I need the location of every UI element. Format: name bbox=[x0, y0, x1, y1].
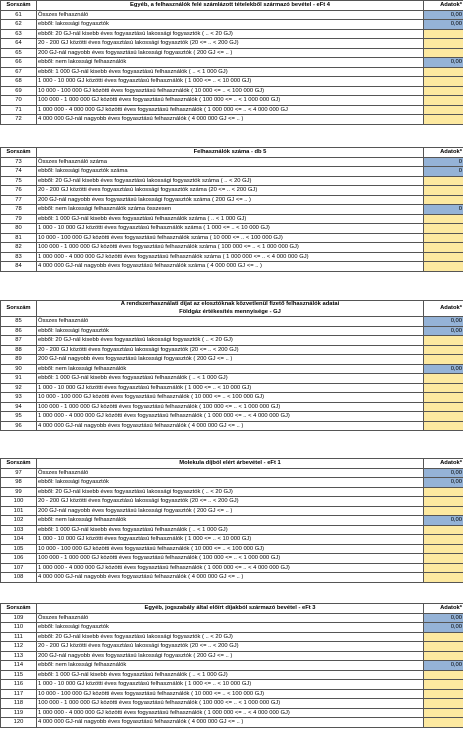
row-number: 105 bbox=[1, 544, 37, 554]
row-number: 110 bbox=[1, 623, 37, 633]
data-input-cell[interactable] bbox=[424, 243, 463, 253]
data-input-cell[interactable] bbox=[424, 393, 463, 403]
table-row bbox=[1, 205, 463, 215]
row-number: 100 bbox=[1, 497, 37, 507]
row-description: 200 GJ-nál nagyobb éves fogyasztású lakossági fogyasztók ( 200 GJ <= .. ) bbox=[37, 506, 424, 516]
data-value-cell: 0 bbox=[424, 157, 463, 167]
data-input-cell[interactable] bbox=[424, 86, 463, 96]
table-row bbox=[1, 412, 463, 422]
table-block-regulated-fees bbox=[0, 603, 463, 728]
data-value-cell: 0,00 bbox=[424, 661, 463, 671]
data-value-cell: 0,00 bbox=[424, 478, 463, 488]
table-row bbox=[1, 563, 463, 573]
row-number: 63 bbox=[1, 29, 37, 39]
row-number: 61 bbox=[1, 10, 37, 20]
data-input-cell[interactable] bbox=[424, 651, 463, 661]
table-row bbox=[1, 176, 463, 186]
table-row bbox=[1, 214, 463, 224]
data-value-cell: 0,00 bbox=[424, 58, 463, 68]
data-input-cell[interactable] bbox=[424, 632, 463, 642]
row-description: ebből: nem lakossági felhasználók bbox=[37, 364, 424, 374]
data-input-cell[interactable] bbox=[424, 412, 463, 422]
row-description: 200 GJ-nál nagyobb éves fogyasztású lakossági fogyasztók ( 200 GJ <= .. ) bbox=[37, 48, 424, 58]
table-row bbox=[1, 544, 463, 554]
data-input-cell[interactable] bbox=[424, 670, 463, 680]
data-input-cell[interactable] bbox=[424, 224, 463, 234]
table-header-row bbox=[1, 301, 463, 317]
row-description: ebből: lakossági fogyasztók bbox=[37, 20, 424, 30]
table-row bbox=[1, 487, 463, 497]
table-row bbox=[1, 613, 463, 623]
row-description: 1 000 000 - 4 000 000 GJ közötti éves fogyasztású felhasználók ( 1 000 000 <= .. < 4 000 000 GJ) bbox=[37, 708, 424, 718]
column-header-data: Adatok* bbox=[424, 459, 463, 469]
table-row bbox=[1, 651, 463, 661]
row-number: 92 bbox=[1, 383, 37, 393]
table-row bbox=[1, 326, 463, 336]
row-description: 100 000 - 1 000 000 GJ közötti éves fogyasztású felhasználók ( 100 000 <= .. < 1 000 000 GJ) bbox=[37, 96, 424, 106]
row-description: 4 000 000 GJ-nál nagyobb éves fogyasztású felhasználók ( 4 000 000 GJ <= .. ) bbox=[37, 421, 424, 431]
row-description: 200 GJ-nál nagyobb éves fogyasztású lakossági fogyasztók száma ( 200 GJ <= .. ) bbox=[37, 195, 424, 205]
row-description: ebből: 1 000 GJ-nál kisebb éves fogyasztású felhasználók ( .. < 1 000 GJ) bbox=[37, 67, 424, 77]
data-input-cell[interactable] bbox=[424, 421, 463, 431]
row-description: 100 000 - 1 000 000 GJ közötti éves fogyasztású felhasználók ( 100 000 <= .. < 1 000 000 GJ) bbox=[37, 699, 424, 709]
table-row bbox=[1, 374, 463, 384]
row-number: 80 bbox=[1, 224, 37, 234]
data-value-cell: 0,00 bbox=[424, 10, 463, 20]
row-number: 93 bbox=[1, 393, 37, 403]
table-row bbox=[1, 468, 463, 478]
table-row bbox=[1, 224, 463, 234]
row-description: 4 000 000 GJ-nál nagyobb éves fogyasztású felhasználók ( 4 000 000 GJ <= .. ) bbox=[37, 573, 424, 583]
table-row bbox=[1, 708, 463, 718]
row-number: 64 bbox=[1, 39, 37, 49]
row-description: Összes felhasználó bbox=[37, 317, 424, 327]
row-description: 4 000 000 GJ-nál nagyobb éves fogyasztású felhasználók ( 4 000 000 GJ <= .. ) bbox=[37, 718, 424, 728]
row-description: ebből: 1 000 GJ-nál kisebb éves fogyasztású felhasználók ( .. < 1 000 GJ) bbox=[37, 525, 424, 535]
row-number: 95 bbox=[1, 412, 37, 422]
row-number: 108 bbox=[1, 573, 37, 583]
data-input-cell[interactable] bbox=[424, 525, 463, 535]
table-row bbox=[1, 535, 463, 545]
row-description: ebből: lakossági fogyasztók bbox=[37, 623, 424, 633]
row-description: 1 000 - 10 000 GJ közötti éves fogyasztású felhasználók ( 1 000 <= .. < 10 000 GJ) bbox=[37, 535, 424, 545]
row-description: 20 - 200 GJ közötti éves fogyasztású lakossági fogyasztók (20 <= .. < 200 GJ) bbox=[37, 642, 424, 652]
data-input-cell[interactable] bbox=[424, 573, 463, 583]
row-number: 101 bbox=[1, 506, 37, 516]
data-value-cell: 0,00 bbox=[424, 364, 463, 374]
row-number: 87 bbox=[1, 336, 37, 346]
table-row bbox=[1, 670, 463, 680]
table-row bbox=[1, 478, 463, 488]
data-input-cell[interactable] bbox=[424, 680, 463, 690]
row-description: 1 000 - 10 000 GJ közötti éves fogyasztású felhasználók ( 1 000 <= .. < 10 000 GJ) bbox=[37, 77, 424, 87]
row-description: ebből: lakossági fogyasztók száma bbox=[37, 167, 424, 177]
data-value-cell: 0,00 bbox=[424, 317, 463, 327]
row-number: 116 bbox=[1, 680, 37, 690]
data-input-cell[interactable] bbox=[424, 48, 463, 58]
table-header-row bbox=[1, 148, 463, 158]
data-input-cell[interactable] bbox=[424, 554, 463, 564]
row-description: 1 000 000 - 4 000 000 GJ közötti éves fogyasztású felhasználók száma ( 1 000 000 <= .. < 4 000 000 GJ) bbox=[37, 252, 424, 262]
row-description: 200 GJ-nál nagyobb éves fogyasztású lakossági fogyasztók ( 200 GJ <= .. ) bbox=[37, 651, 424, 661]
column-header-number: Sorszám bbox=[1, 301, 37, 317]
section-title: Egyéb, jogszabály által előírt díjakból származó bevétel - eFt 3 bbox=[37, 604, 424, 614]
row-number: 88 bbox=[1, 345, 37, 355]
row-description: 100 000 - 1 000 000 GJ közötti éves fogyasztású felhasználók ( 100 000 <= .. < 1 000 000 GJ) bbox=[37, 402, 424, 412]
data-input-cell[interactable] bbox=[424, 195, 463, 205]
data-input-cell[interactable] bbox=[424, 105, 463, 115]
data-input-cell[interactable] bbox=[424, 374, 463, 384]
row-description: ebből: nem lakossági felhasználók száma összesen bbox=[37, 205, 424, 215]
data-input-cell[interactable] bbox=[424, 544, 463, 554]
row-number: 65 bbox=[1, 48, 37, 58]
table-row bbox=[1, 506, 463, 516]
table-row bbox=[1, 345, 463, 355]
row-description: ebből: nem lakossági felhasználók bbox=[37, 58, 424, 68]
table-row bbox=[1, 421, 463, 431]
row-number: 85 bbox=[1, 317, 37, 327]
data-input-cell[interactable] bbox=[424, 497, 463, 507]
row-description: 10 000 - 100 000 GJ közötti éves fogyasztású felhasználók ( 10 000 <= .. < 100 000 GJ) bbox=[37, 86, 424, 96]
table-header-row bbox=[1, 459, 463, 469]
data-input-cell[interactable] bbox=[424, 506, 463, 516]
data-value-cell: 0 bbox=[424, 167, 463, 177]
row-number: 117 bbox=[1, 689, 37, 699]
row-description: 4 000 000 GJ-nál nagyobb éves fogyasztású felhasználók ( 4 000 000 GJ <= .. ) bbox=[37, 115, 424, 125]
row-description: 1 000 - 10 000 GJ közötti éves fogyasztású felhasználók ( 1 000 <= .. < 10 000 GJ) bbox=[37, 383, 424, 393]
table-row bbox=[1, 516, 463, 526]
row-number: 69 bbox=[1, 86, 37, 96]
table-row bbox=[1, 157, 463, 167]
row-description: ebből: lakossági fogyasztók bbox=[37, 326, 424, 336]
row-number: 83 bbox=[1, 252, 37, 262]
table-row bbox=[1, 233, 463, 243]
row-number: 104 bbox=[1, 535, 37, 545]
table-row bbox=[1, 115, 463, 125]
table-row bbox=[1, 195, 463, 205]
data-value-cell: 0 bbox=[424, 205, 463, 215]
table-row bbox=[1, 402, 463, 412]
row-number: 66 bbox=[1, 58, 37, 68]
table-row bbox=[1, 252, 463, 262]
data-input-cell[interactable] bbox=[424, 176, 463, 186]
table-row bbox=[1, 497, 463, 507]
table-row bbox=[1, 262, 463, 272]
table-row bbox=[1, 243, 463, 253]
row-number: 114 bbox=[1, 661, 37, 671]
table-row bbox=[1, 39, 463, 49]
row-description: 10 000 - 100 000 GJ közötti éves fogyasztású felhasználók ( 10 000 <= .. < 100 000 GJ) bbox=[37, 544, 424, 554]
table-row bbox=[1, 680, 463, 690]
table-row bbox=[1, 699, 463, 709]
row-number: 107 bbox=[1, 563, 37, 573]
row-number: 97 bbox=[1, 468, 37, 478]
column-header-number: Sorszám bbox=[1, 1, 37, 11]
row-number: 73 bbox=[1, 157, 37, 167]
data-input-cell[interactable] bbox=[424, 115, 463, 125]
row-number: 62 bbox=[1, 20, 37, 30]
section-title: A rendszerhasználati díjat az elosztóknak közvetlenül fizető felhasználók adatai bbox=[120, 301, 340, 307]
row-number: 79 bbox=[1, 214, 37, 224]
row-description: 200 GJ-nál nagyobb éves fogyasztású lakossági fogyasztók ( 200 GJ <= .. ) bbox=[37, 355, 424, 365]
row-number: 111 bbox=[1, 632, 37, 642]
row-number: 94 bbox=[1, 402, 37, 412]
table-row bbox=[1, 96, 463, 106]
table-row bbox=[1, 642, 463, 652]
row-description: ebből: 20 GJ-nál kisebb éves fogyasztású lakossági fogyasztók száma ( .. < 20 GJ) bbox=[37, 176, 424, 186]
table-row bbox=[1, 20, 463, 30]
row-number: 90 bbox=[1, 364, 37, 374]
data-value-cell: 0,00 bbox=[424, 20, 463, 30]
row-description: 10 000 - 100 000 GJ közötti éves fogyasztású felhasználók ( 10 000 <= .. < 100 000 GJ) bbox=[37, 393, 424, 403]
row-number: 78 bbox=[1, 205, 37, 215]
table-block-user-count bbox=[0, 147, 463, 272]
row-number: 120 bbox=[1, 718, 37, 728]
column-header-number: Sorszám bbox=[1, 604, 37, 614]
data-input-cell[interactable] bbox=[424, 214, 463, 224]
row-description: 1 000 000 - 4 000 000 GJ közötti éves fogyasztású felhasználók ( 1 000 000 <= .. < 4 000 000 GJ) bbox=[37, 563, 424, 573]
row-number: 70 bbox=[1, 96, 37, 106]
row-description: 100 000 - 1 000 000 GJ közötti éves fogyasztású felhasználók ( 100 000 <= .. < 1 000 000 GJ) bbox=[37, 554, 424, 564]
data-value-cell: 0,00 bbox=[424, 623, 463, 633]
row-description: 1 000 - 10 000 GJ közötti éves fogyasztású felhasználók ( 1 000 <= .. < 10 000 GJ) bbox=[37, 680, 424, 690]
row-number: 102 bbox=[1, 516, 37, 526]
data-input-cell[interactable] bbox=[424, 77, 463, 87]
table-row bbox=[1, 632, 463, 642]
data-input-cell[interactable] bbox=[424, 487, 463, 497]
row-description: 4 000 000 GJ-nál nagyobb éves fogyasztású felhasználók száma ( 4 000 000 GJ <= .. ) bbox=[37, 262, 424, 272]
table-header-row bbox=[1, 1, 463, 11]
data-input-cell[interactable] bbox=[424, 29, 463, 39]
table-row bbox=[1, 186, 463, 196]
table-row bbox=[1, 167, 463, 177]
row-number: 67 bbox=[1, 67, 37, 77]
table-row bbox=[1, 393, 463, 403]
data-input-cell[interactable] bbox=[424, 563, 463, 573]
row-number: 96 bbox=[1, 421, 37, 431]
column-header-number: Sorszám bbox=[1, 148, 37, 158]
table-row bbox=[1, 48, 463, 58]
row-number: 68 bbox=[1, 77, 37, 87]
row-number: 76 bbox=[1, 186, 37, 196]
table-row bbox=[1, 355, 463, 365]
data-input-cell[interactable] bbox=[424, 689, 463, 699]
data-input-cell[interactable] bbox=[424, 39, 463, 49]
table-row bbox=[1, 58, 463, 68]
data-input-cell[interactable] bbox=[424, 345, 463, 355]
table-row bbox=[1, 10, 463, 20]
row-number: 98 bbox=[1, 478, 37, 488]
table-row bbox=[1, 554, 463, 564]
row-number: 119 bbox=[1, 708, 37, 718]
row-description: Összes felhasználó bbox=[37, 613, 424, 623]
data-value-cell: 0,00 bbox=[424, 326, 463, 336]
data-input-cell[interactable] bbox=[424, 355, 463, 365]
row-description: Összes felhasználó bbox=[37, 10, 424, 20]
table-row bbox=[1, 105, 463, 115]
row-number: 86 bbox=[1, 326, 37, 336]
row-description: ebből: 1 000 GJ-nál kisebb éves fogyasztású felhasználók száma ( .. < 1 000 GJ) bbox=[37, 214, 424, 224]
row-number: 109 bbox=[1, 613, 37, 623]
row-description: 100 000 - 1 000 000 GJ közötti éves fogyasztású felhasználók száma ( 100 000 <= .. < 1 000 000 GJ) bbox=[37, 243, 424, 253]
row-description: 1 000 000 - 4 000 000 GJ közötti éves fogyasztású felhasználók ( 1 000 000 <= .. < 4 000 000 GJ) bbox=[37, 412, 424, 422]
data-input-cell[interactable] bbox=[424, 252, 463, 262]
row-description: ebből: 20 GJ-nál kisebb éves fogyasztású lakossági fogyasztók ( .. < 20 GJ) bbox=[37, 29, 424, 39]
row-number: 106 bbox=[1, 554, 37, 564]
table-row bbox=[1, 336, 463, 346]
row-number: 77 bbox=[1, 195, 37, 205]
row-number: 91 bbox=[1, 374, 37, 384]
column-header-data: Adatok* bbox=[424, 148, 463, 158]
row-description: ebből: 20 GJ-nál kisebb éves fogyasztású lakossági fogyasztók ( .. < 20 GJ) bbox=[37, 487, 424, 497]
column-header-data: Adatok* bbox=[424, 1, 463, 11]
data-input-cell[interactable] bbox=[424, 233, 463, 243]
row-number: 81 bbox=[1, 233, 37, 243]
row-description: 1 000 - 10 000 GJ közötti éves fogyasztású felhasználók száma ( 1 000 <= .. < 10 000 GJ) bbox=[37, 224, 424, 234]
row-number: 99 bbox=[1, 487, 37, 497]
data-input-cell[interactable] bbox=[424, 535, 463, 545]
data-input-cell[interactable] bbox=[424, 96, 463, 106]
table-block-gas-volume bbox=[0, 300, 463, 431]
row-description: 1 000 000 - 4 000 000 GJ közötti éves fogyasztású felhasználók ( 1 000 000 <= .. < 4 000 000 GJ bbox=[37, 105, 424, 115]
row-number: 103 bbox=[1, 525, 37, 535]
data-input-cell[interactable] bbox=[424, 67, 463, 77]
table-row bbox=[1, 29, 463, 39]
row-description: 20 - 200 GJ közötti éves fogyasztású lakossági fogyasztók (20 <= .. < 200 GJ) bbox=[37, 345, 424, 355]
data-input-cell[interactable] bbox=[424, 718, 463, 728]
table-row bbox=[1, 364, 463, 374]
table-row bbox=[1, 86, 463, 96]
table-row bbox=[1, 317, 463, 327]
table-block-revenue-other bbox=[0, 0, 463, 125]
row-description: ebből: lakossági fogyasztók bbox=[37, 478, 424, 488]
row-description: 20 - 200 GJ közötti éves fogyasztású lakossági fogyasztók (20 <= .. < 200 GJ) bbox=[37, 497, 424, 507]
data-input-cell[interactable] bbox=[424, 402, 463, 412]
row-number: 118 bbox=[1, 699, 37, 709]
row-description: 20 - 200 GJ közötti éves fogyasztású lakossági fogyasztók (20 <= .. < 200 GJ) bbox=[37, 39, 424, 49]
row-number: 112 bbox=[1, 642, 37, 652]
row-description: ebből: 1 000 GJ-nál kisebb éves fogyasztású felhasználók ( .. < 1 000 GJ) bbox=[37, 374, 424, 384]
row-number: 89 bbox=[1, 355, 37, 365]
table-block-molecule-revenue bbox=[0, 458, 463, 583]
row-number: 113 bbox=[1, 651, 37, 661]
table-row bbox=[1, 573, 463, 583]
table-header-row bbox=[1, 604, 463, 614]
data-input-cell[interactable] bbox=[424, 262, 463, 272]
data-input-cell[interactable] bbox=[424, 186, 463, 196]
row-number: 71 bbox=[1, 105, 37, 115]
row-number: 115 bbox=[1, 670, 37, 680]
row-number: 82 bbox=[1, 243, 37, 253]
data-input-cell[interactable] bbox=[424, 383, 463, 393]
table-row bbox=[1, 718, 463, 728]
row-description: 10 000 - 100 000 GJ közötti éves fogyasztású felhasználók száma ( 10 000 <= .. < 100 000 GJ) bbox=[37, 233, 424, 243]
data-input-cell[interactable] bbox=[424, 336, 463, 346]
section-title: Egyéb, a felhasználók felé számlázott tételekből származó bevétel - eFt 4 bbox=[37, 1, 424, 11]
section-title-group bbox=[37, 301, 424, 317]
table-row bbox=[1, 67, 463, 77]
data-value-cell: 0,00 bbox=[424, 613, 463, 623]
row-number: 84 bbox=[1, 262, 37, 272]
row-description: ebből: 20 GJ-nál kisebb éves fogyasztású lakossági fogyasztók ( .. < 20 GJ) bbox=[37, 336, 424, 346]
row-description: Összes felhasználó száma bbox=[37, 157, 424, 167]
data-input-cell[interactable] bbox=[424, 642, 463, 652]
data-value-cell: 0,00 bbox=[424, 468, 463, 478]
row-number: 72 bbox=[1, 115, 37, 125]
table-row bbox=[1, 525, 463, 535]
column-header-number: Sorszám bbox=[1, 459, 37, 469]
row-description: ebből: 1 000 GJ-nál kisebb éves fogyasztású felhasználók ( .. < 1 000 GJ) bbox=[37, 670, 424, 680]
table-row bbox=[1, 623, 463, 633]
table-row bbox=[1, 77, 463, 87]
table-row bbox=[1, 661, 463, 671]
table-row bbox=[1, 383, 463, 393]
row-description: Összes felhasználó bbox=[37, 468, 424, 478]
row-description: ebből: nem lakossági felhasználók bbox=[37, 661, 424, 671]
row-description: 20 - 200 GJ közötti éves fogyasztású lakossági fogyasztók száma (20 <= .. < 200 GJ) bbox=[37, 186, 424, 196]
column-header-data: Adatok* bbox=[424, 604, 463, 614]
row-number: 75 bbox=[1, 176, 37, 186]
row-description: 10 000 - 100 000 GJ közötti éves fogyasztású felhasználók ( 10 000 <= .. < 100 000 GJ) bbox=[37, 689, 424, 699]
column-header-data: Adatok* bbox=[424, 301, 463, 317]
table-row bbox=[1, 689, 463, 699]
data-input-cell[interactable] bbox=[424, 699, 463, 709]
section-subtitle: Földgáz értékesítés mennyisége - GJ bbox=[179, 308, 281, 315]
data-input-cell[interactable] bbox=[424, 708, 463, 718]
row-description: ebből: nem lakossági felhasználók bbox=[37, 516, 424, 526]
row-description: ebből: 20 GJ-nál kisebb éves fogyasztású lakossági fogyasztók ( .. < 20 GJ) bbox=[37, 632, 424, 642]
section-title: Felhasználók száma - db 5 bbox=[37, 148, 424, 158]
row-number: 74 bbox=[1, 167, 37, 177]
data-value-cell: 0,00 bbox=[424, 516, 463, 526]
section-title: Molekula díjból elért árbevétel - eFt 1 bbox=[37, 459, 424, 469]
